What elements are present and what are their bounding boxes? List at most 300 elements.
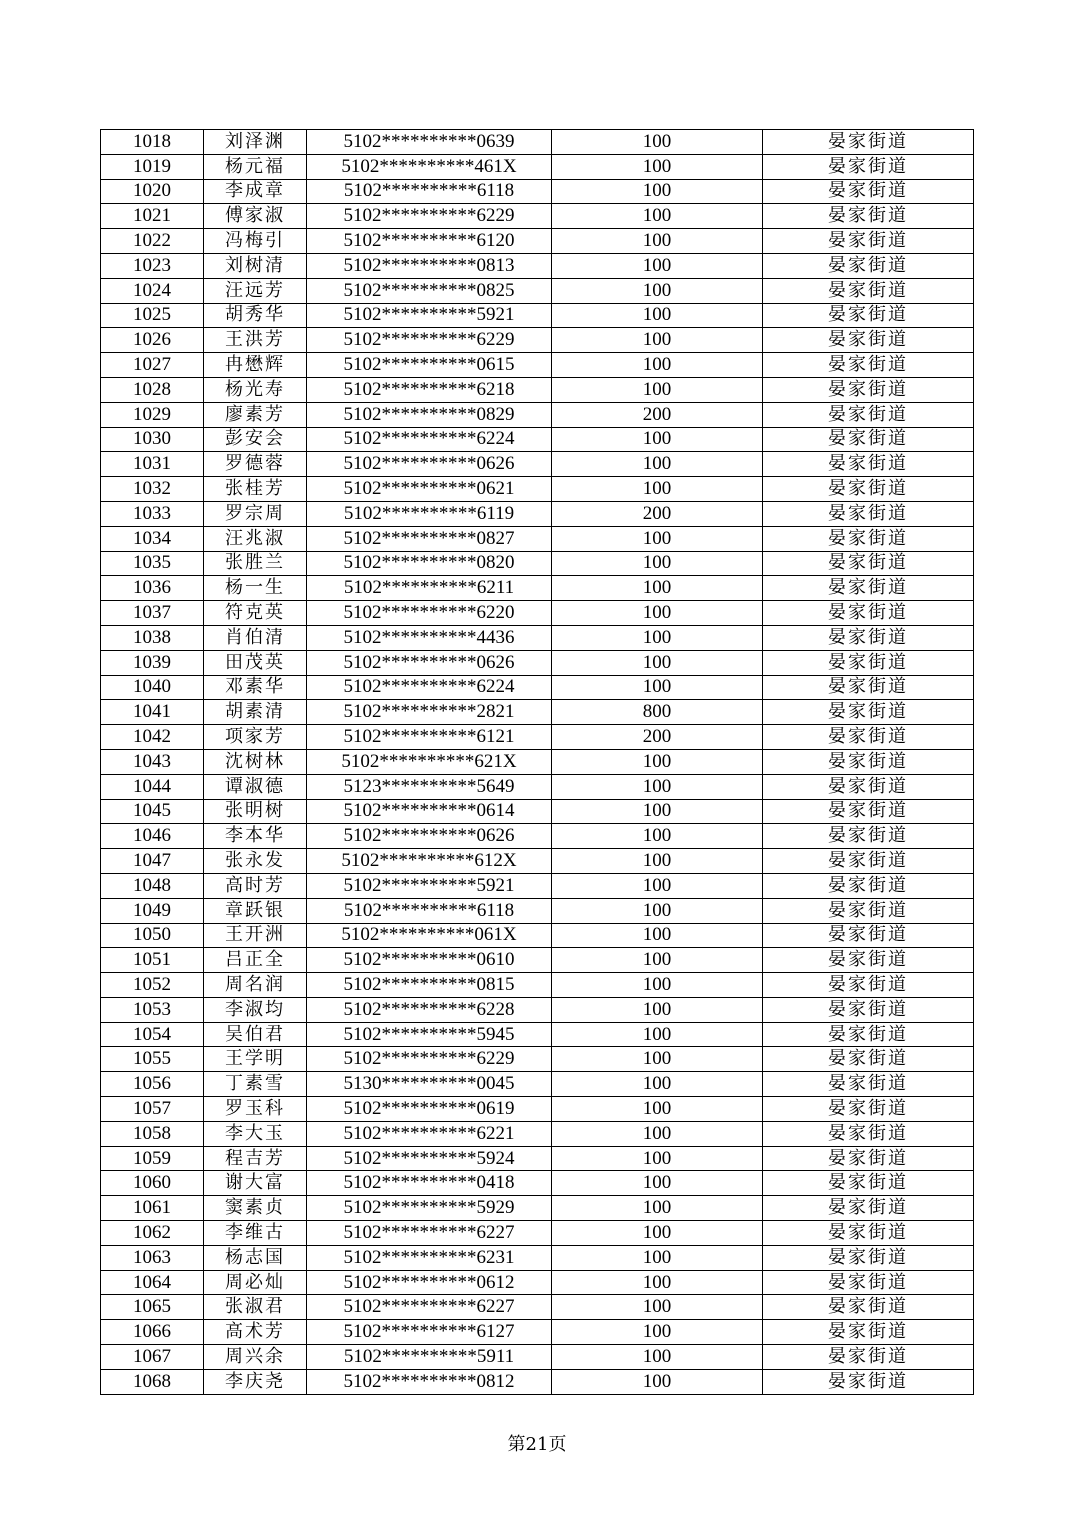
id-number-cell: 5102**********5911 — [307, 1345, 552, 1370]
amount-cell: 100 — [552, 1196, 763, 1221]
amount-cell: 100 — [552, 898, 763, 923]
row-number-cell: 1029 — [101, 402, 204, 427]
id-number-cell: 5102**********6229 — [307, 1047, 552, 1072]
row-number-cell: 1034 — [101, 526, 204, 551]
row-number-cell: 1040 — [101, 675, 204, 700]
name-cell: 汪兆淑 — [204, 526, 307, 551]
id-number-cell: 5102**********0820 — [307, 551, 552, 576]
table-row — [101, 601, 974, 626]
table-row — [101, 1146, 974, 1171]
id-number-cell: 5102**********0812 — [307, 1369, 552, 1394]
row-number-cell: 1039 — [101, 650, 204, 675]
row-number-cell: 1057 — [101, 1097, 204, 1122]
row-number-cell: 1019 — [101, 154, 204, 179]
amount-cell: 100 — [552, 179, 763, 204]
amount-cell: 100 — [552, 873, 763, 898]
name-cell: 汪远芳 — [204, 278, 307, 303]
table-row — [101, 452, 974, 477]
street-cell: 晏家街道 — [763, 303, 974, 328]
street-cell: 晏家街道 — [763, 253, 974, 278]
name-cell: 王学明 — [204, 1047, 307, 1072]
table-row — [101, 1320, 974, 1345]
name-cell: 程吉芳 — [204, 1146, 307, 1171]
amount-cell: 100 — [552, 253, 763, 278]
amount-cell: 100 — [552, 1369, 763, 1394]
id-number-cell: 5102**********6227 — [307, 1295, 552, 1320]
table-row — [101, 898, 974, 923]
street-cell: 晏家街道 — [763, 229, 974, 254]
street-cell: 晏家街道 — [763, 402, 974, 427]
row-number-cell: 1066 — [101, 1320, 204, 1345]
amount-cell: 100 — [552, 1320, 763, 1345]
street-cell: 晏家街道 — [763, 1121, 974, 1146]
table-row — [101, 774, 974, 799]
street-cell: 晏家街道 — [763, 204, 974, 229]
id-number-cell: 5102**********6221 — [307, 1121, 552, 1146]
table-row — [101, 799, 974, 824]
id-number-cell: 5102**********6127 — [307, 1320, 552, 1345]
amount-cell: 200 — [552, 501, 763, 526]
amount-cell: 100 — [552, 1221, 763, 1246]
id-number-cell: 5102**********6228 — [307, 997, 552, 1022]
row-number-cell: 1067 — [101, 1345, 204, 1370]
table-row — [101, 1072, 974, 1097]
street-cell: 晏家街道 — [763, 997, 974, 1022]
id-number-cell: 5102**********0813 — [307, 253, 552, 278]
id-number-cell: 5102**********0610 — [307, 948, 552, 973]
amount-cell: 100 — [552, 675, 763, 700]
table-row — [101, 353, 974, 378]
name-cell: 高术芳 — [204, 1320, 307, 1345]
table-row — [101, 1097, 974, 1122]
id-number-cell: 5102**********4436 — [307, 625, 552, 650]
street-cell: 晏家街道 — [763, 1369, 974, 1394]
row-number-cell: 1023 — [101, 253, 204, 278]
amount-cell: 100 — [552, 625, 763, 650]
name-cell: 杨光寿 — [204, 377, 307, 402]
street-cell: 晏家街道 — [763, 1146, 974, 1171]
amount-cell: 100 — [552, 204, 763, 229]
id-number-cell: 5102**********6120 — [307, 229, 552, 254]
table-row — [101, 303, 974, 328]
amount-cell: 100 — [552, 130, 763, 155]
table-row — [101, 725, 974, 750]
row-number-cell: 1048 — [101, 873, 204, 898]
name-cell: 沈树林 — [204, 749, 307, 774]
id-number-cell: 5102**********5929 — [307, 1196, 552, 1221]
name-cell: 罗玉科 — [204, 1097, 307, 1122]
id-number-cell: 5102**********2821 — [307, 700, 552, 725]
amount-cell: 100 — [552, 973, 763, 998]
table-row — [101, 1121, 974, 1146]
id-number-cell: 5102**********6211 — [307, 576, 552, 601]
row-number-cell: 1062 — [101, 1221, 204, 1246]
id-number-cell: 5102**********6231 — [307, 1245, 552, 1270]
id-number-cell: 5102**********6118 — [307, 179, 552, 204]
street-cell: 晏家街道 — [763, 452, 974, 477]
street-cell: 晏家街道 — [763, 477, 974, 502]
table-body — [101, 130, 974, 1395]
id-number-cell: 5102**********0626 — [307, 452, 552, 477]
name-cell: 谢大富 — [204, 1171, 307, 1196]
id-number-cell: 5102**********6229 — [307, 204, 552, 229]
street-cell: 晏家街道 — [763, 130, 974, 155]
id-number-cell: 5102**********0615 — [307, 353, 552, 378]
street-cell: 晏家街道 — [763, 576, 974, 601]
name-cell: 窦素贞 — [204, 1196, 307, 1221]
name-cell: 项家芳 — [204, 725, 307, 750]
street-cell: 晏家街道 — [763, 774, 974, 799]
id-number-cell: 5102**********5924 — [307, 1146, 552, 1171]
name-cell: 周必灿 — [204, 1270, 307, 1295]
street-cell: 晏家街道 — [763, 353, 974, 378]
table-row — [101, 179, 974, 204]
id-number-cell: 5102**********0621 — [307, 477, 552, 502]
id-number-cell: 5102**********6118 — [307, 898, 552, 923]
street-cell: 晏家街道 — [763, 725, 974, 750]
street-cell: 晏家街道 — [763, 601, 974, 626]
row-number-cell: 1052 — [101, 973, 204, 998]
id-number-cell: 5102**********0614 — [307, 799, 552, 824]
name-cell: 胡素清 — [204, 700, 307, 725]
table-row — [101, 130, 974, 155]
street-cell: 晏家街道 — [763, 1171, 974, 1196]
row-number-cell: 1060 — [101, 1171, 204, 1196]
amount-cell: 100 — [552, 328, 763, 353]
row-number-cell: 1021 — [101, 204, 204, 229]
row-number-cell: 1046 — [101, 824, 204, 849]
table-row — [101, 1245, 974, 1270]
row-number-cell: 1035 — [101, 551, 204, 576]
id-number-cell: 5102**********0418 — [307, 1171, 552, 1196]
name-cell: 李成章 — [204, 179, 307, 204]
street-cell: 晏家街道 — [763, 1022, 974, 1047]
recipient-table — [100, 129, 974, 1395]
street-cell: 晏家街道 — [763, 377, 974, 402]
street-cell: 晏家街道 — [763, 1196, 974, 1221]
id-number-cell: 5102**********061X — [307, 923, 552, 948]
amount-cell: 100 — [552, 923, 763, 948]
name-cell: 李大玉 — [204, 1121, 307, 1146]
name-cell: 李庆尧 — [204, 1369, 307, 1394]
amount-cell: 100 — [552, 824, 763, 849]
street-cell: 晏家街道 — [763, 501, 974, 526]
table-row — [101, 377, 974, 402]
name-cell: 丁素雪 — [204, 1072, 307, 1097]
row-number-cell: 1056 — [101, 1072, 204, 1097]
amount-cell: 100 — [552, 452, 763, 477]
street-cell: 晏家街道 — [763, 154, 974, 179]
street-cell: 晏家街道 — [763, 427, 974, 452]
row-number-cell: 1018 — [101, 130, 204, 155]
amount-cell: 100 — [552, 1345, 763, 1370]
id-number-cell: 5102**********0639 — [307, 130, 552, 155]
street-cell: 晏家街道 — [763, 973, 974, 998]
name-cell: 周兴余 — [204, 1345, 307, 1370]
row-number-cell: 1033 — [101, 501, 204, 526]
street-cell: 晏家街道 — [763, 923, 974, 948]
table-row — [101, 873, 974, 898]
row-number-cell: 1031 — [101, 452, 204, 477]
id-number-cell: 5102**********5921 — [307, 303, 552, 328]
table-row — [101, 204, 974, 229]
amount-cell: 100 — [552, 377, 763, 402]
table-row — [101, 1221, 974, 1246]
amount-cell: 100 — [552, 1121, 763, 1146]
id-number-cell: 5102**********5921 — [307, 873, 552, 898]
row-number-cell: 1053 — [101, 997, 204, 1022]
id-number-cell: 5102**********621X — [307, 749, 552, 774]
id-number-cell: 5102**********0827 — [307, 526, 552, 551]
street-cell: 晏家街道 — [763, 650, 974, 675]
id-number-cell: 5102**********6218 — [307, 377, 552, 402]
name-cell: 廖素芳 — [204, 402, 307, 427]
name-cell: 彭安会 — [204, 427, 307, 452]
row-number-cell: 1043 — [101, 749, 204, 774]
name-cell: 田茂英 — [204, 650, 307, 675]
name-cell: 刘泽渊 — [204, 130, 307, 155]
name-cell: 傅家淑 — [204, 204, 307, 229]
id-number-cell: 5102**********461X — [307, 154, 552, 179]
table-row — [101, 253, 974, 278]
table-row — [101, 1345, 974, 1370]
street-cell: 晏家街道 — [763, 749, 974, 774]
amount-cell: 100 — [552, 1072, 763, 1097]
street-cell: 晏家街道 — [763, 873, 974, 898]
amount-cell: 100 — [552, 477, 763, 502]
amount-cell: 100 — [552, 1295, 763, 1320]
name-cell: 罗德蓉 — [204, 452, 307, 477]
id-number-cell: 5102**********6227 — [307, 1221, 552, 1246]
id-number-cell: 5102**********0612 — [307, 1270, 552, 1295]
street-cell: 晏家街道 — [763, 824, 974, 849]
name-cell: 吕正全 — [204, 948, 307, 973]
row-number-cell: 1045 — [101, 799, 204, 824]
name-cell: 张桂芳 — [204, 477, 307, 502]
row-number-cell: 1061 — [101, 1196, 204, 1221]
id-number-cell: 5102**********6119 — [307, 501, 552, 526]
id-number-cell: 5102**********6121 — [307, 725, 552, 750]
name-cell: 张淑君 — [204, 1295, 307, 1320]
street-cell: 晏家街道 — [763, 1072, 974, 1097]
table-row — [101, 551, 974, 576]
table-row — [101, 824, 974, 849]
table-row — [101, 973, 974, 998]
row-number-cell: 1032 — [101, 477, 204, 502]
id-number-cell: 5102**********0619 — [307, 1097, 552, 1122]
row-number-cell: 1059 — [101, 1146, 204, 1171]
row-number-cell: 1044 — [101, 774, 204, 799]
table-row — [101, 997, 974, 1022]
id-number-cell: 5102**********5945 — [307, 1022, 552, 1047]
id-number-cell: 5102**********612X — [307, 849, 552, 874]
amount-cell: 100 — [552, 576, 763, 601]
table-row — [101, 948, 974, 973]
street-cell: 晏家街道 — [763, 1320, 974, 1345]
row-number-cell: 1063 — [101, 1245, 204, 1270]
name-cell: 李维古 — [204, 1221, 307, 1246]
amount-cell: 100 — [552, 1270, 763, 1295]
id-number-cell: 5102**********0825 — [307, 278, 552, 303]
name-cell: 章跃银 — [204, 898, 307, 923]
street-cell: 晏家街道 — [763, 1245, 974, 1270]
table-row — [101, 675, 974, 700]
table-row — [101, 923, 974, 948]
amount-cell: 100 — [552, 1047, 763, 1072]
row-number-cell: 1028 — [101, 377, 204, 402]
street-cell: 晏家街道 — [763, 898, 974, 923]
name-cell: 罗宗周 — [204, 501, 307, 526]
street-cell: 晏家街道 — [763, 849, 974, 874]
row-number-cell: 1020 — [101, 179, 204, 204]
table-row — [101, 154, 974, 179]
row-number-cell: 1064 — [101, 1270, 204, 1295]
amount-cell: 100 — [552, 1146, 763, 1171]
amount-cell: 100 — [552, 1097, 763, 1122]
row-number-cell: 1055 — [101, 1047, 204, 1072]
table-row — [101, 477, 974, 502]
row-number-cell: 1065 — [101, 1295, 204, 1320]
street-cell: 晏家街道 — [763, 526, 974, 551]
amount-cell: 100 — [552, 601, 763, 626]
row-number-cell: 1049 — [101, 898, 204, 923]
table-row — [101, 402, 974, 427]
street-cell: 晏家街道 — [763, 700, 974, 725]
amount-cell: 100 — [552, 1245, 763, 1270]
row-number-cell: 1058 — [101, 1121, 204, 1146]
street-cell: 晏家街道 — [763, 1345, 974, 1370]
table-row — [101, 1270, 974, 1295]
table-row — [101, 1047, 974, 1072]
name-cell: 李本华 — [204, 824, 307, 849]
name-cell: 周名润 — [204, 973, 307, 998]
amount-cell: 200 — [552, 402, 763, 427]
id-number-cell: 5102**********6220 — [307, 601, 552, 626]
table-row — [101, 501, 974, 526]
page-number: 第21页 — [507, 1434, 567, 1455]
id-number-cell: 5102**********6224 — [307, 675, 552, 700]
row-number-cell: 1026 — [101, 328, 204, 353]
table-row — [101, 427, 974, 452]
street-cell: 晏家街道 — [763, 1047, 974, 1072]
id-number-cell: 5102**********6229 — [307, 328, 552, 353]
name-cell: 张永发 — [204, 849, 307, 874]
name-cell: 冯梅引 — [204, 229, 307, 254]
street-cell: 晏家街道 — [763, 799, 974, 824]
name-cell: 张胜兰 — [204, 551, 307, 576]
row-number-cell: 1027 — [101, 353, 204, 378]
street-cell: 晏家街道 — [763, 675, 974, 700]
street-cell: 晏家街道 — [763, 1097, 974, 1122]
table-row — [101, 749, 974, 774]
amount-cell: 100 — [552, 799, 763, 824]
amount-cell: 800 — [552, 700, 763, 725]
id-number-cell: 5102**********0626 — [307, 650, 552, 675]
amount-cell: 100 — [552, 229, 763, 254]
name-cell: 杨志国 — [204, 1245, 307, 1270]
row-number-cell: 1041 — [101, 700, 204, 725]
row-number-cell: 1068 — [101, 1369, 204, 1394]
row-number-cell: 1025 — [101, 303, 204, 328]
amount-cell: 200 — [552, 725, 763, 750]
name-cell: 李淑均 — [204, 997, 307, 1022]
amount-cell: 100 — [552, 278, 763, 303]
name-cell: 符克英 — [204, 601, 307, 626]
amount-cell: 100 — [552, 427, 763, 452]
row-number-cell: 1047 — [101, 849, 204, 874]
name-cell: 胡秀华 — [204, 303, 307, 328]
id-number-cell: 5102**********6224 — [307, 427, 552, 452]
name-cell: 吴伯君 — [204, 1022, 307, 1047]
row-number-cell: 1050 — [101, 923, 204, 948]
name-cell: 肖伯清 — [204, 625, 307, 650]
amount-cell: 100 — [552, 526, 763, 551]
row-number-cell: 1038 — [101, 625, 204, 650]
id-number-cell: 5123**********5649 — [307, 774, 552, 799]
amount-cell: 100 — [552, 948, 763, 973]
row-number-cell: 1022 — [101, 229, 204, 254]
street-cell: 晏家街道 — [763, 551, 974, 576]
name-cell: 杨元福 — [204, 154, 307, 179]
table-row — [101, 1171, 974, 1196]
row-number-cell: 1036 — [101, 576, 204, 601]
street-cell: 晏家街道 — [763, 278, 974, 303]
id-number-cell: 5130**********0045 — [307, 1072, 552, 1097]
table-row — [101, 1295, 974, 1320]
row-number-cell: 1042 — [101, 725, 204, 750]
row-number-cell: 1037 — [101, 601, 204, 626]
name-cell: 冉懋辉 — [204, 353, 307, 378]
row-number-cell: 1024 — [101, 278, 204, 303]
row-number-cell: 1051 — [101, 948, 204, 973]
name-cell: 谭淑德 — [204, 774, 307, 799]
table-row — [101, 229, 974, 254]
table-row — [101, 526, 974, 551]
amount-cell: 100 — [552, 154, 763, 179]
id-number-cell: 5102**********0829 — [307, 402, 552, 427]
name-cell: 邓素华 — [204, 675, 307, 700]
amount-cell: 100 — [552, 551, 763, 576]
street-cell: 晏家街道 — [763, 948, 974, 973]
table-row — [101, 1369, 974, 1394]
name-cell: 张明树 — [204, 799, 307, 824]
street-cell: 晏家街道 — [763, 328, 974, 353]
name-cell: 高时芳 — [204, 873, 307, 898]
amount-cell: 100 — [552, 749, 763, 774]
table-row — [101, 625, 974, 650]
row-number-cell: 1030 — [101, 427, 204, 452]
street-cell: 晏家街道 — [763, 1221, 974, 1246]
street-cell: 晏家街道 — [763, 179, 974, 204]
amount-cell: 100 — [552, 849, 763, 874]
table-row — [101, 1196, 974, 1221]
table-row — [101, 849, 974, 874]
name-cell: 杨一生 — [204, 576, 307, 601]
name-cell: 刘树清 — [204, 253, 307, 278]
street-cell: 晏家街道 — [763, 625, 974, 650]
table-row — [101, 278, 974, 303]
table-row — [101, 700, 974, 725]
amount-cell: 100 — [552, 1171, 763, 1196]
amount-cell: 100 — [552, 353, 763, 378]
id-number-cell: 5102**********0815 — [307, 973, 552, 998]
amount-cell: 100 — [552, 303, 763, 328]
table-row — [101, 328, 974, 353]
amount-cell: 100 — [552, 650, 763, 675]
amount-cell: 100 — [552, 774, 763, 799]
street-cell: 晏家街道 — [763, 1295, 974, 1320]
table-row — [101, 1022, 974, 1047]
